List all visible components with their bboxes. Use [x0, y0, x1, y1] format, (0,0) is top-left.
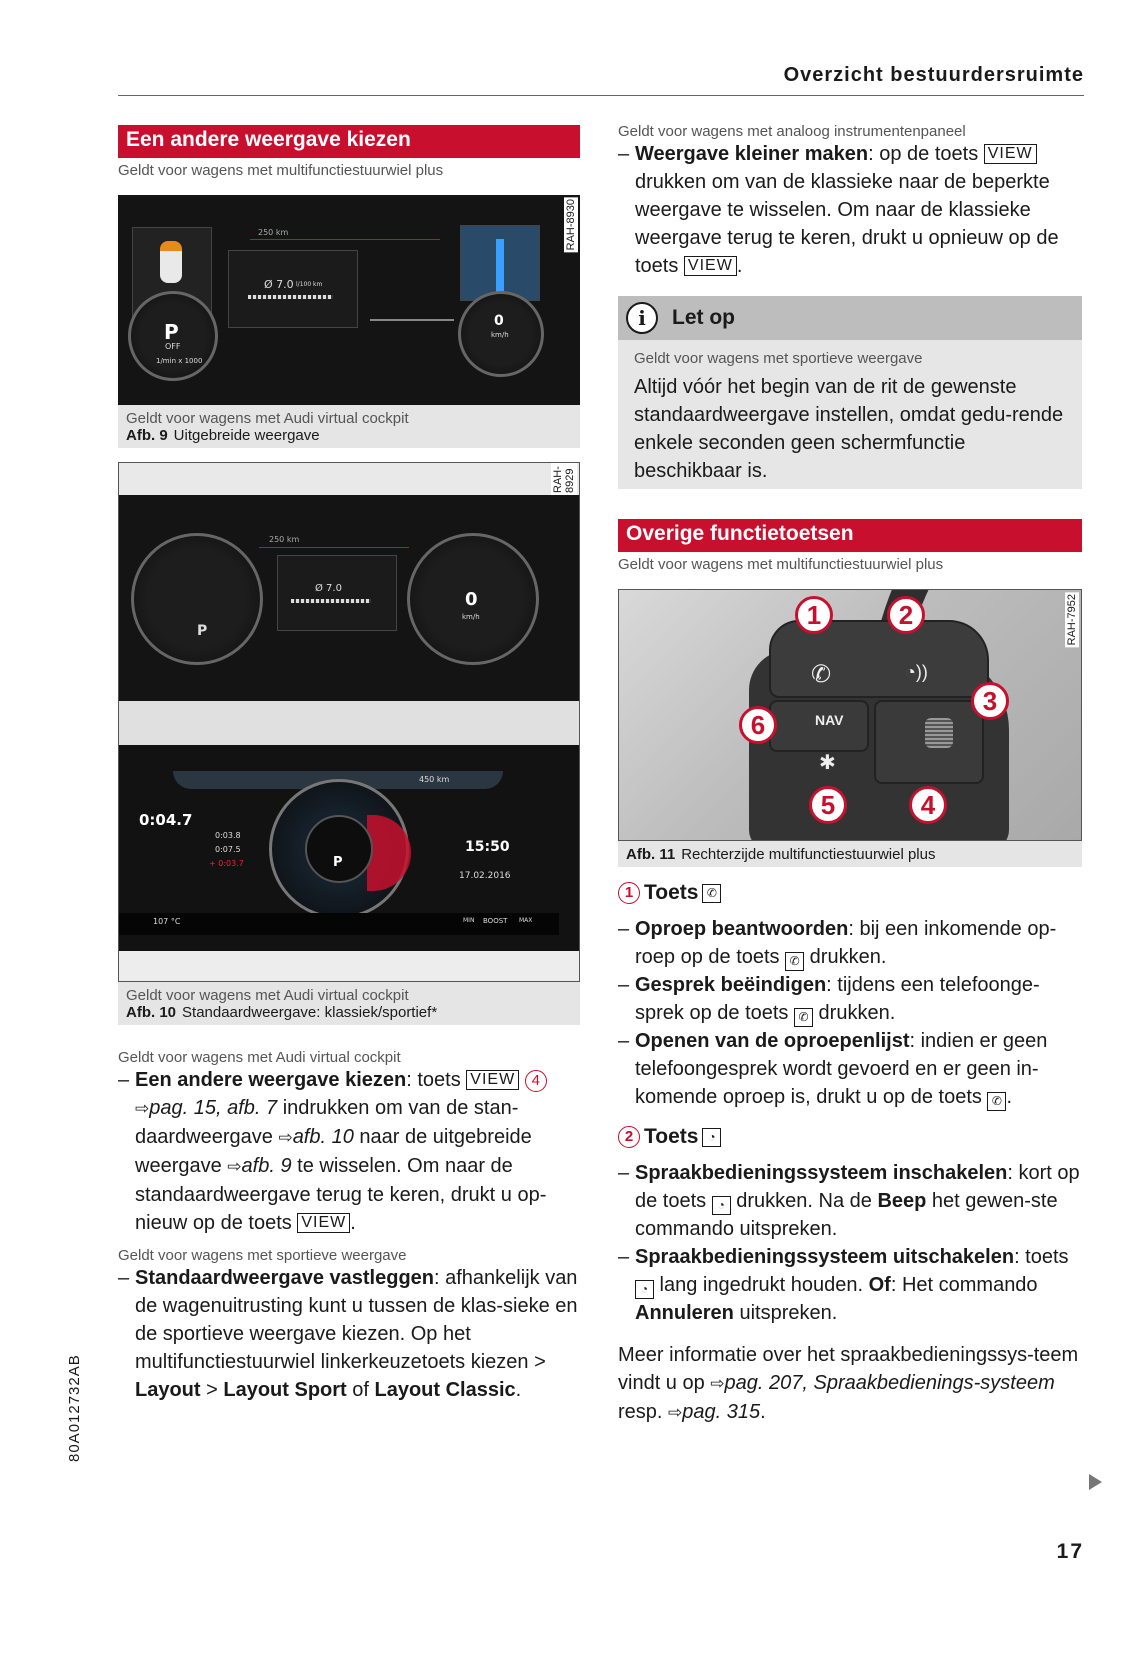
figure-10 [118, 462, 580, 982]
next-page-arrow-icon [1089, 1474, 1102, 1490]
more-info-paragraph [618, 1341, 1082, 1427]
fig10-top-band [119, 463, 579, 495]
boost-min: MIN [463, 917, 475, 924]
cockpit-classic-screen [119, 495, 579, 701]
status-line [250, 239, 440, 240]
item-text: : bij een inkomende op-roep op de toets [635, 918, 1057, 968]
item-bold: Annuleren [635, 1302, 734, 1324]
item-text: : toets [1014, 1246, 1069, 1268]
caption-line [126, 1004, 572, 1021]
section-title-functietoetsen: Overige functietoetsen [618, 519, 1082, 552]
caption-line [126, 427, 572, 444]
view-key: VIEW [984, 144, 1037, 164]
consumption-unit: l/100 km [296, 281, 323, 288]
para-text: naar de uitgebreide weergave [135, 1126, 532, 1177]
figure-ref[interactable]: afb. 9 [241, 1155, 292, 1177]
speed-readout: 0 [494, 313, 504, 329]
item-bold: Of [868, 1274, 891, 1296]
list-item [618, 1243, 1082, 1327]
note-applies: Geldt voor wagens met sportieve weergave [634, 350, 923, 367]
info-icon: i [626, 302, 658, 334]
clock: 15:50 [465, 839, 510, 855]
caption-line [626, 846, 1074, 863]
figure-code: RAH-7952 [1066, 594, 1078, 646]
figure-ref[interactable]: afb. 10 [292, 1126, 354, 1148]
para-text: indrukken om van de stan-daardweergave [135, 1097, 519, 1148]
boost-label: BOOST [483, 917, 508, 925]
item-bold: Gesprek beëindigen [635, 974, 827, 996]
figure-label: Afb. 9 [126, 427, 168, 444]
caption-applies: Geldt voor wagens met Audi virtual cockpit [126, 410, 409, 427]
para-bold: Standaardweergave vastleggen [135, 1267, 435, 1289]
callout-number: 2 [618, 1126, 640, 1148]
menu-layout: Layout [135, 1379, 201, 1401]
para-bold: Weergave kleiner maken [635, 143, 869, 165]
figure-label: Afb. 11 [626, 846, 676, 863]
star-icon: ✱ [819, 752, 836, 774]
item-bold: Spraakbedieningssysteem inschakelen [635, 1162, 1008, 1184]
para-text: of [346, 1379, 375, 1401]
para-text: . [736, 255, 743, 277]
note-body [618, 340, 1082, 489]
view-key: VIEW [684, 256, 737, 276]
voice-key-icon: ◔ [702, 1128, 721, 1147]
top-applies: Geldt voor wagens met analoog instrumentenpaneel [618, 123, 966, 140]
menu-layout-classic: Layout Classic [374, 1379, 516, 1401]
gear-sub: OFF [165, 342, 181, 351]
item-text: : Het commando [890, 1274, 1038, 1296]
ref-arrow-icon: ⇨ [135, 1099, 150, 1118]
figure-10-caption [118, 982, 580, 1025]
heading-text: Toets [644, 881, 699, 904]
rpm-unit: 1/min x 1000 [156, 357, 203, 365]
note-title: Let op [672, 306, 735, 329]
para-text: . [760, 1401, 766, 1423]
figure-caption: Uitgebreide weergave [173, 427, 320, 444]
item-bold: Openen van de oproepenlijst [635, 1030, 910, 1052]
status-line-classic [259, 547, 409, 548]
page-ref[interactable]: pag. 15, afb. 7 [149, 1097, 278, 1119]
nav-label: NAV [815, 712, 844, 728]
item-text: drukken. Na de [730, 1190, 878, 1212]
lap-3: + 0:03.7 [209, 859, 244, 868]
para-bold: Een andere weergave kiezen [135, 1069, 407, 1091]
figure-9-caption [118, 405, 580, 448]
voice-key-icon: ◔ [635, 1280, 654, 1299]
speed-classic: 0 [465, 589, 478, 610]
list-item [618, 1027, 1082, 1111]
para-text: : toets [406, 1069, 467, 1091]
header-rule [118, 95, 1084, 96]
item-bold: Spraakbedieningssysteem uitschakelen [635, 1246, 1015, 1268]
lap-1: 0:03.8 [215, 831, 241, 840]
para-text: drukken om van de klassieke naar de beperkte weergave te wisselen. Om naar de klassieke weergave terug te keren, drukt u opnieuw op de toets [635, 171, 1059, 277]
item-text: het gewen-ste commando uitspreken. [635, 1190, 1058, 1240]
callout-number: 1 [618, 882, 640, 904]
para-text: Meer informatie over het spraakbedieningssys-teem vindt u op [618, 1344, 1079, 1394]
para-weergave-kleiner [618, 140, 1082, 280]
section-applies: Geldt voor wagens met multifunctiestuurwiel plus [118, 162, 444, 179]
sport-range: 450 km [419, 775, 450, 784]
list-item [618, 1159, 1082, 1243]
toets-1-list [618, 915, 1082, 1111]
gear-indicator: P [164, 320, 179, 344]
right-column [618, 125, 1082, 1427]
item-bold: Oproep beantwoorden [635, 918, 849, 940]
ref-arrow-icon: ⇨ [668, 1403, 683, 1422]
toets-1-heading [618, 881, 1082, 905]
range-readout: 250 km [258, 228, 289, 237]
item-text: uitspreken. [733, 1302, 838, 1324]
note-header [618, 296, 1082, 340]
figure-code: RAH-8929 [551, 463, 577, 495]
lap-2: 0:07.5 [215, 845, 241, 854]
cockpit-sport-screen [119, 745, 579, 951]
item-text: lang ingedrukt houden. [654, 1274, 869, 1296]
thumbwheel [925, 718, 953, 748]
view-key: VIEW [466, 1070, 519, 1090]
range-classic: 250 km [269, 535, 300, 544]
ref-arrow-icon: ⇨ [227, 1157, 242, 1176]
voice-icon: ◔)) [905, 662, 928, 682]
para-text: : afhankelijk van de wagenuitrusting kunt u tussen de klas-sieke en de sportieve weergave kiezen. Op het multifunctiestuurwiel linkerkeuzetoets kiezen > [135, 1267, 578, 1373]
page-ref[interactable]: pag. 207, Spraakbedienings-systeem [724, 1372, 1055, 1394]
toets-2-list [618, 1159, 1082, 1327]
rpm-dial-classic [131, 533, 263, 665]
consumption-readout: Ø 7.0 [264, 278, 294, 291]
para-standaard-vastleggen [118, 1264, 580, 1404]
upper-button-pad [769, 620, 989, 698]
consumption-classic: Ø 7.0 [315, 583, 342, 594]
phone-key-icon: ✆ [794, 1008, 813, 1027]
view-key: VIEW [297, 1213, 350, 1233]
section-applies: Geldt voor wagens met multifunctiestuurwiel plus [618, 556, 944, 573]
toets-2-heading [618, 1125, 1082, 1149]
date: 17.02.2016 [459, 871, 511, 881]
ref-arrow-icon: ⇨ [278, 1128, 293, 1147]
figure-label: Afb. 10 [126, 1004, 177, 1021]
running-header: Overzicht bestuurdersruimte [783, 64, 1084, 86]
section-title-weergave: Een andere weergave kiezen [118, 125, 580, 158]
figure-9 [118, 195, 580, 448]
caption-applies: Geldt voor wagens met Audi virtual cockpit [126, 987, 409, 1004]
callout-number: 4 [525, 1070, 547, 1092]
document-code: 80A012732AB [66, 1354, 83, 1462]
item-text: : kort op de toets [635, 1162, 1080, 1212]
speed-unit-classic: km/h [462, 613, 480, 621]
fig10-mid-band [119, 701, 579, 745]
fig10-bottom-band [119, 951, 579, 981]
gear-classic: P [197, 623, 208, 639]
temp-scale [370, 319, 454, 321]
item-text: . [1006, 1086, 1013, 1108]
para-text: te wisselen. Om naar de standaardweergave terug te keren, drukt u op-nieuw op de toets [135, 1155, 547, 1234]
voice-key-icon: ◔ [712, 1196, 731, 1215]
para1-applies: Geldt voor wagens met Audi virtual cockpit [118, 1049, 401, 1066]
page-number: 17 [1056, 1540, 1084, 1563]
menu-layout-sport: Layout Sport [223, 1379, 347, 1401]
sport-gear: P [333, 855, 343, 870]
item-bold: Beep [877, 1190, 927, 1212]
note-text: Altijd vóór het begin van de rit de gewenste standaardweergave instellen, omdat gedu-rende enkele seconden geen schermfunctie beschikbaar is. [634, 376, 1064, 482]
cockpit-extended-screen [118, 195, 580, 405]
ref-arrow-icon: ⇨ [710, 1374, 725, 1393]
consumption-bar-classic [291, 599, 371, 603]
para-text: . [350, 1212, 356, 1234]
figure-11 [618, 589, 1082, 867]
consumption-bar [248, 295, 333, 299]
phone-icon: ✆ [811, 661, 832, 688]
list-item [618, 971, 1082, 1027]
figure-11-caption [618, 841, 1082, 867]
callout-4: 4 [909, 786, 947, 824]
para-text: . [515, 1379, 522, 1401]
phone-key-icon: ✆ [702, 884, 721, 903]
note-box [618, 296, 1082, 489]
figure-caption: Rechterzijde multifunctiestuurwiel plus [681, 846, 936, 863]
figure-caption: Standaardweergave: klassiek/sportief* [182, 1004, 438, 1021]
sport-center [305, 815, 373, 883]
phone-key-icon: ✆ [785, 952, 804, 971]
page-ref[interactable]: pag. 315 [682, 1401, 761, 1423]
para-weergave-kiezen [118, 1066, 580, 1237]
boost-max: MAX [519, 917, 533, 924]
para-text: > [200, 1379, 224, 1401]
speed-unit: km/h [491, 331, 509, 339]
callout-2: 2 [887, 596, 925, 634]
callout-3: 3 [971, 682, 1009, 720]
phone-key-icon: ✆ [987, 1092, 1006, 1111]
para-text: : op de toets [868, 143, 984, 165]
lap-time: 0:04.7 [139, 811, 193, 829]
para-text: resp. [618, 1401, 669, 1423]
car-icon [160, 241, 182, 283]
oil-temp: 107 °C [153, 917, 181, 926]
list-item [618, 915, 1082, 971]
item-text: drukken. [804, 946, 887, 968]
callout-6: 6 [739, 706, 777, 744]
left-column [118, 125, 580, 1404]
item-text: drukken. [812, 1002, 896, 1024]
figure-code: RAH-8930 [565, 199, 577, 251]
item-text: : indien er geen telefoongesprek wordt gevoerd en er geen in-komende oproep is, drukt u op de toets [635, 1030, 1048, 1108]
item-text: : tijdens een telefoonge-sprek op de toets [635, 974, 1040, 1024]
callout-5: 5 [809, 786, 847, 824]
callout-1: 1 [795, 596, 833, 634]
heading-text: Toets [644, 1125, 699, 1148]
steering-wheel-illustration [618, 589, 1082, 841]
para2-applies: Geldt voor wagens met sportieve weergave [118, 1247, 407, 1264]
